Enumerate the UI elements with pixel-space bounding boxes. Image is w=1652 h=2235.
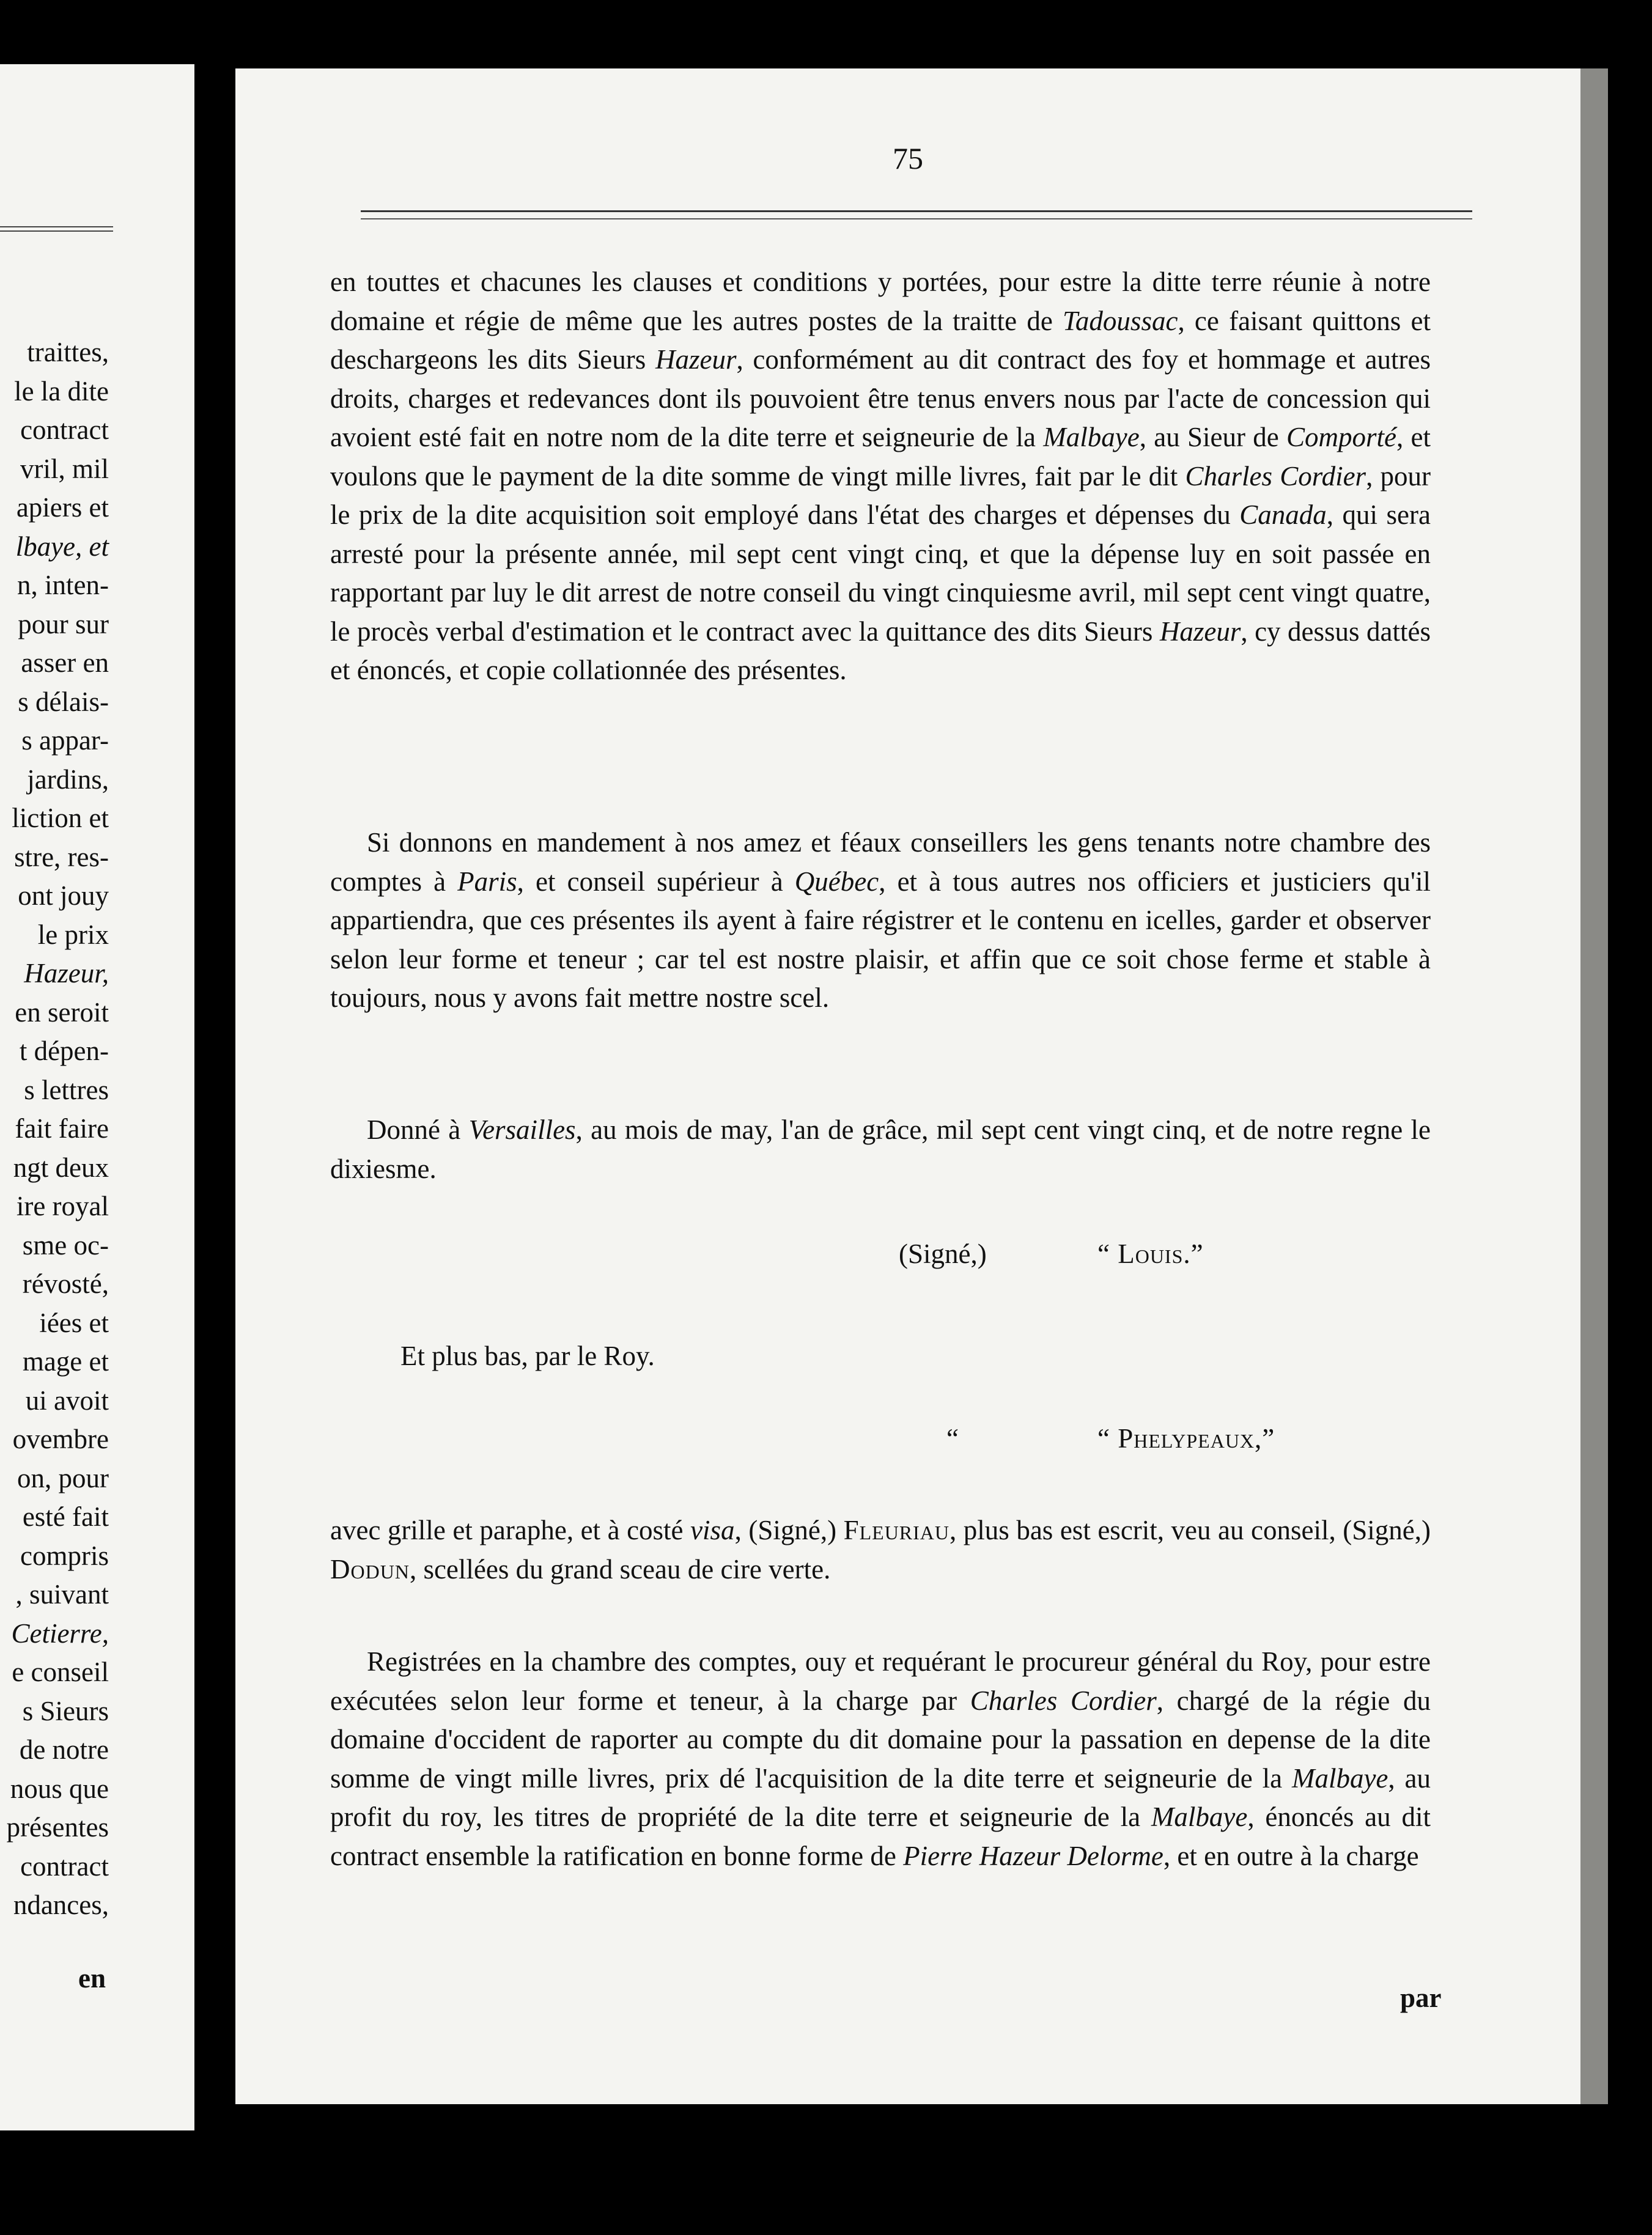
catchword: par [1400,1983,1442,2013]
left-line: s lettres [24,1074,109,1105]
left-line: iées et [39,1307,109,1338]
left-line: présentes [6,1812,109,1843]
main-page [235,68,1580,2104]
left-line: jardins, [27,764,109,795]
text-run: , au Sieur de [1139,422,1286,452]
left-line: mage et [22,1346,109,1377]
text-run: , au mois de may, l'an de grâce, mil sept cent vingt cinq, et de notre regne le dixiesme. [330,1114,1431,1184]
left-line: apiers et [16,492,109,523]
paragraph-2 [330,823,1431,1018]
left-line: contract [20,414,109,445]
place-name: Malbaye [1043,422,1140,452]
left-line: ui avoit [25,1385,109,1416]
place-name: Canada [1239,499,1327,530]
text-run: , et à tous autres nos officiers et justiciers qu'il appartiendra, que ces présentes ils ayent à faire régistrer et le contenu en icelles, garder et observer selon leur forme et teneur ; car tel est nostre plaisir, et affin que ce soit chose ferme et stable à toujours, nous y avons fait mettre nostre scel. [330,866,1431,1013]
left-line: s délais- [18,686,109,717]
left-line: de notre [19,1734,109,1765]
countersign-quote: “ [946,1423,959,1454]
place-name: Malbaye [1151,1802,1248,1832]
text-run: Registrées en la chambre des comptes, ouy et requérant le procureur général du Roy, pour estre exécutées selon leur forme et teneur, à la charge par [330,1646,1431,1716]
person-name: Dodun [330,1553,410,1585]
paragraph-4 [330,1511,1431,1589]
left-line: esté fait [22,1501,109,1532]
text-run: , pour le prix de la dite acquisition soit employé dans l'état des charges et dépenses du [330,460,1431,530]
left-line: compris [20,1540,109,1571]
paragraph-3 [330,1111,1431,1188]
person-name: Charles Cordier [1185,460,1366,492]
text-run: , qui sera arresté pour la présente année, mil sept cent vingt cinq, et que la dépense luy en soit passée en rapportant par luy le dit arrest de notre conseil du vingt cinquiesme avril, mil sept cent vingt quatre, le procès verbal d'estimation et le contract avec la quittance des dits Sieurs [330,499,1431,647]
left-line: ire royal [16,1191,109,1221]
paragraph-5 [330,1643,1431,1876]
page-number: 75 [893,141,923,175]
left-line: s appar- [21,725,109,756]
text-run: , et conseil supérieur à [517,866,795,897]
header-rule [361,210,1472,219]
person-name: Fleuriau [843,1515,950,1545]
text-run: , scellées du grand sceau de cire verte. [409,1553,831,1585]
left-line: pour sur [18,608,109,639]
left-line: révosté, [22,1268,109,1299]
left-line: Hazeur, [24,958,109,989]
text-run: , et en outre à la charge [1163,1840,1419,1871]
plus-bas-line: Et plus bas, par le Roy. [400,1341,655,1371]
left-line: nous que [10,1773,109,1804]
text-run: Si donnons en mandement à nos amez et féaux conseillers les gens tenants notre chambre des comptes à [330,827,1431,897]
left-line: sme oc- [22,1229,109,1261]
left-line: vril, mil [20,453,109,484]
text-run: en touttes et chacunes les clauses et conditions y portées, pour estre la ditte terre réunie à notre domaine et régie de même que les autres postes de la traitte de [330,267,1431,336]
text-run: , ce faisant quittons et deschargeons les dits Sieurs [330,305,1431,375]
left-line: e conseil [12,1657,109,1687]
person-name: Hazeur [1159,616,1241,647]
left-line: le prix [37,919,109,950]
left-line: contract [20,1850,109,1882]
left-page-text [0,333,109,1925]
signature-mark: (Signé,) [899,1239,987,1269]
text-run: , énoncés au dit contract ensemble la ratification en bonne forme de [330,1802,1431,1871]
text-run: avec grille et paraphe, et à costé [330,1515,691,1545]
text-run: , au profit du roy, les titres de propriété de la dite terre et seigneurie de la [330,1762,1431,1832]
left-line: on, pour [17,1462,109,1493]
place-name: Tadoussac [1063,305,1178,336]
left-line: n, inten- [17,570,109,600]
person-name: Hazeur [655,344,737,375]
text-run: , cy dessus dattés et énoncés, et copie collationnée des présentes. [330,616,1431,685]
latin-term: visa [690,1515,735,1545]
left-line: stre, res- [14,841,109,872]
left-line: ovembre [12,1424,109,1454]
text-run: , chargé de la régie du domaine d'occident de raporter au compte du dit domaine pour la passation en depense de la dite somme de vingt mille livres, prix dé l'acquisition de la dite terre et seigneurie de la [330,1685,1431,1794]
place-name: Versailles [468,1114,576,1145]
left-line: asser en [21,647,109,678]
left-line: fait faire [15,1113,109,1144]
person-name: Charles Cordier [970,1685,1157,1716]
left-line: ngt deux [13,1152,109,1183]
text-run: Donné à [367,1114,469,1145]
left-line: traittes, [27,337,109,367]
page-edge-shadow [1580,68,1608,2104]
paragraph-1 [330,263,1431,690]
left-line: Cetierre, [11,1618,109,1649]
place-name: Paris [457,866,517,897]
left-line: en seroit [15,996,109,1028]
signature-louis: “ Louis.” [1097,1239,1204,1269]
left-facing-page [0,64,194,2130]
left-line: t dépen- [19,1036,109,1066]
left-line: ont jouy [18,880,109,911]
left-line: ndances, [13,1890,109,1920]
left-header-rule [0,226,113,232]
left-catchword: en [78,1963,106,1994]
text-run: , conformément au dit contract des foy et hommage et autres droits, charges et redevances dont ils pouvoient être tenus envers nous par l'acte de concession qui avoient esté fait en notre nom de la dite terre et seigneurie de la [330,344,1431,452]
place-name: Malbaye [1291,1762,1388,1794]
countersign-phelypeaux: “ Phelypeaux,” [1097,1423,1275,1454]
place-name: Québec [794,866,879,897]
text-run: , et voulons que le payment de la dite somme de vingt mille livres, fait par le dit [330,422,1431,492]
left-line: , suivant [15,1579,109,1610]
left-line: le la dite [14,375,109,407]
left-line: lbaye, et [15,531,109,562]
text-run: , (Signé,) [734,1515,844,1545]
person-name: Comporté [1286,422,1396,452]
left-line: s Sieurs [22,1695,109,1726]
left-line: liction et [12,803,109,833]
text-run: , plus bas est escrit, veu au conseil, (Signé,) [950,1515,1431,1545]
person-name: Pierre Hazeur Delorme [903,1840,1163,1871]
